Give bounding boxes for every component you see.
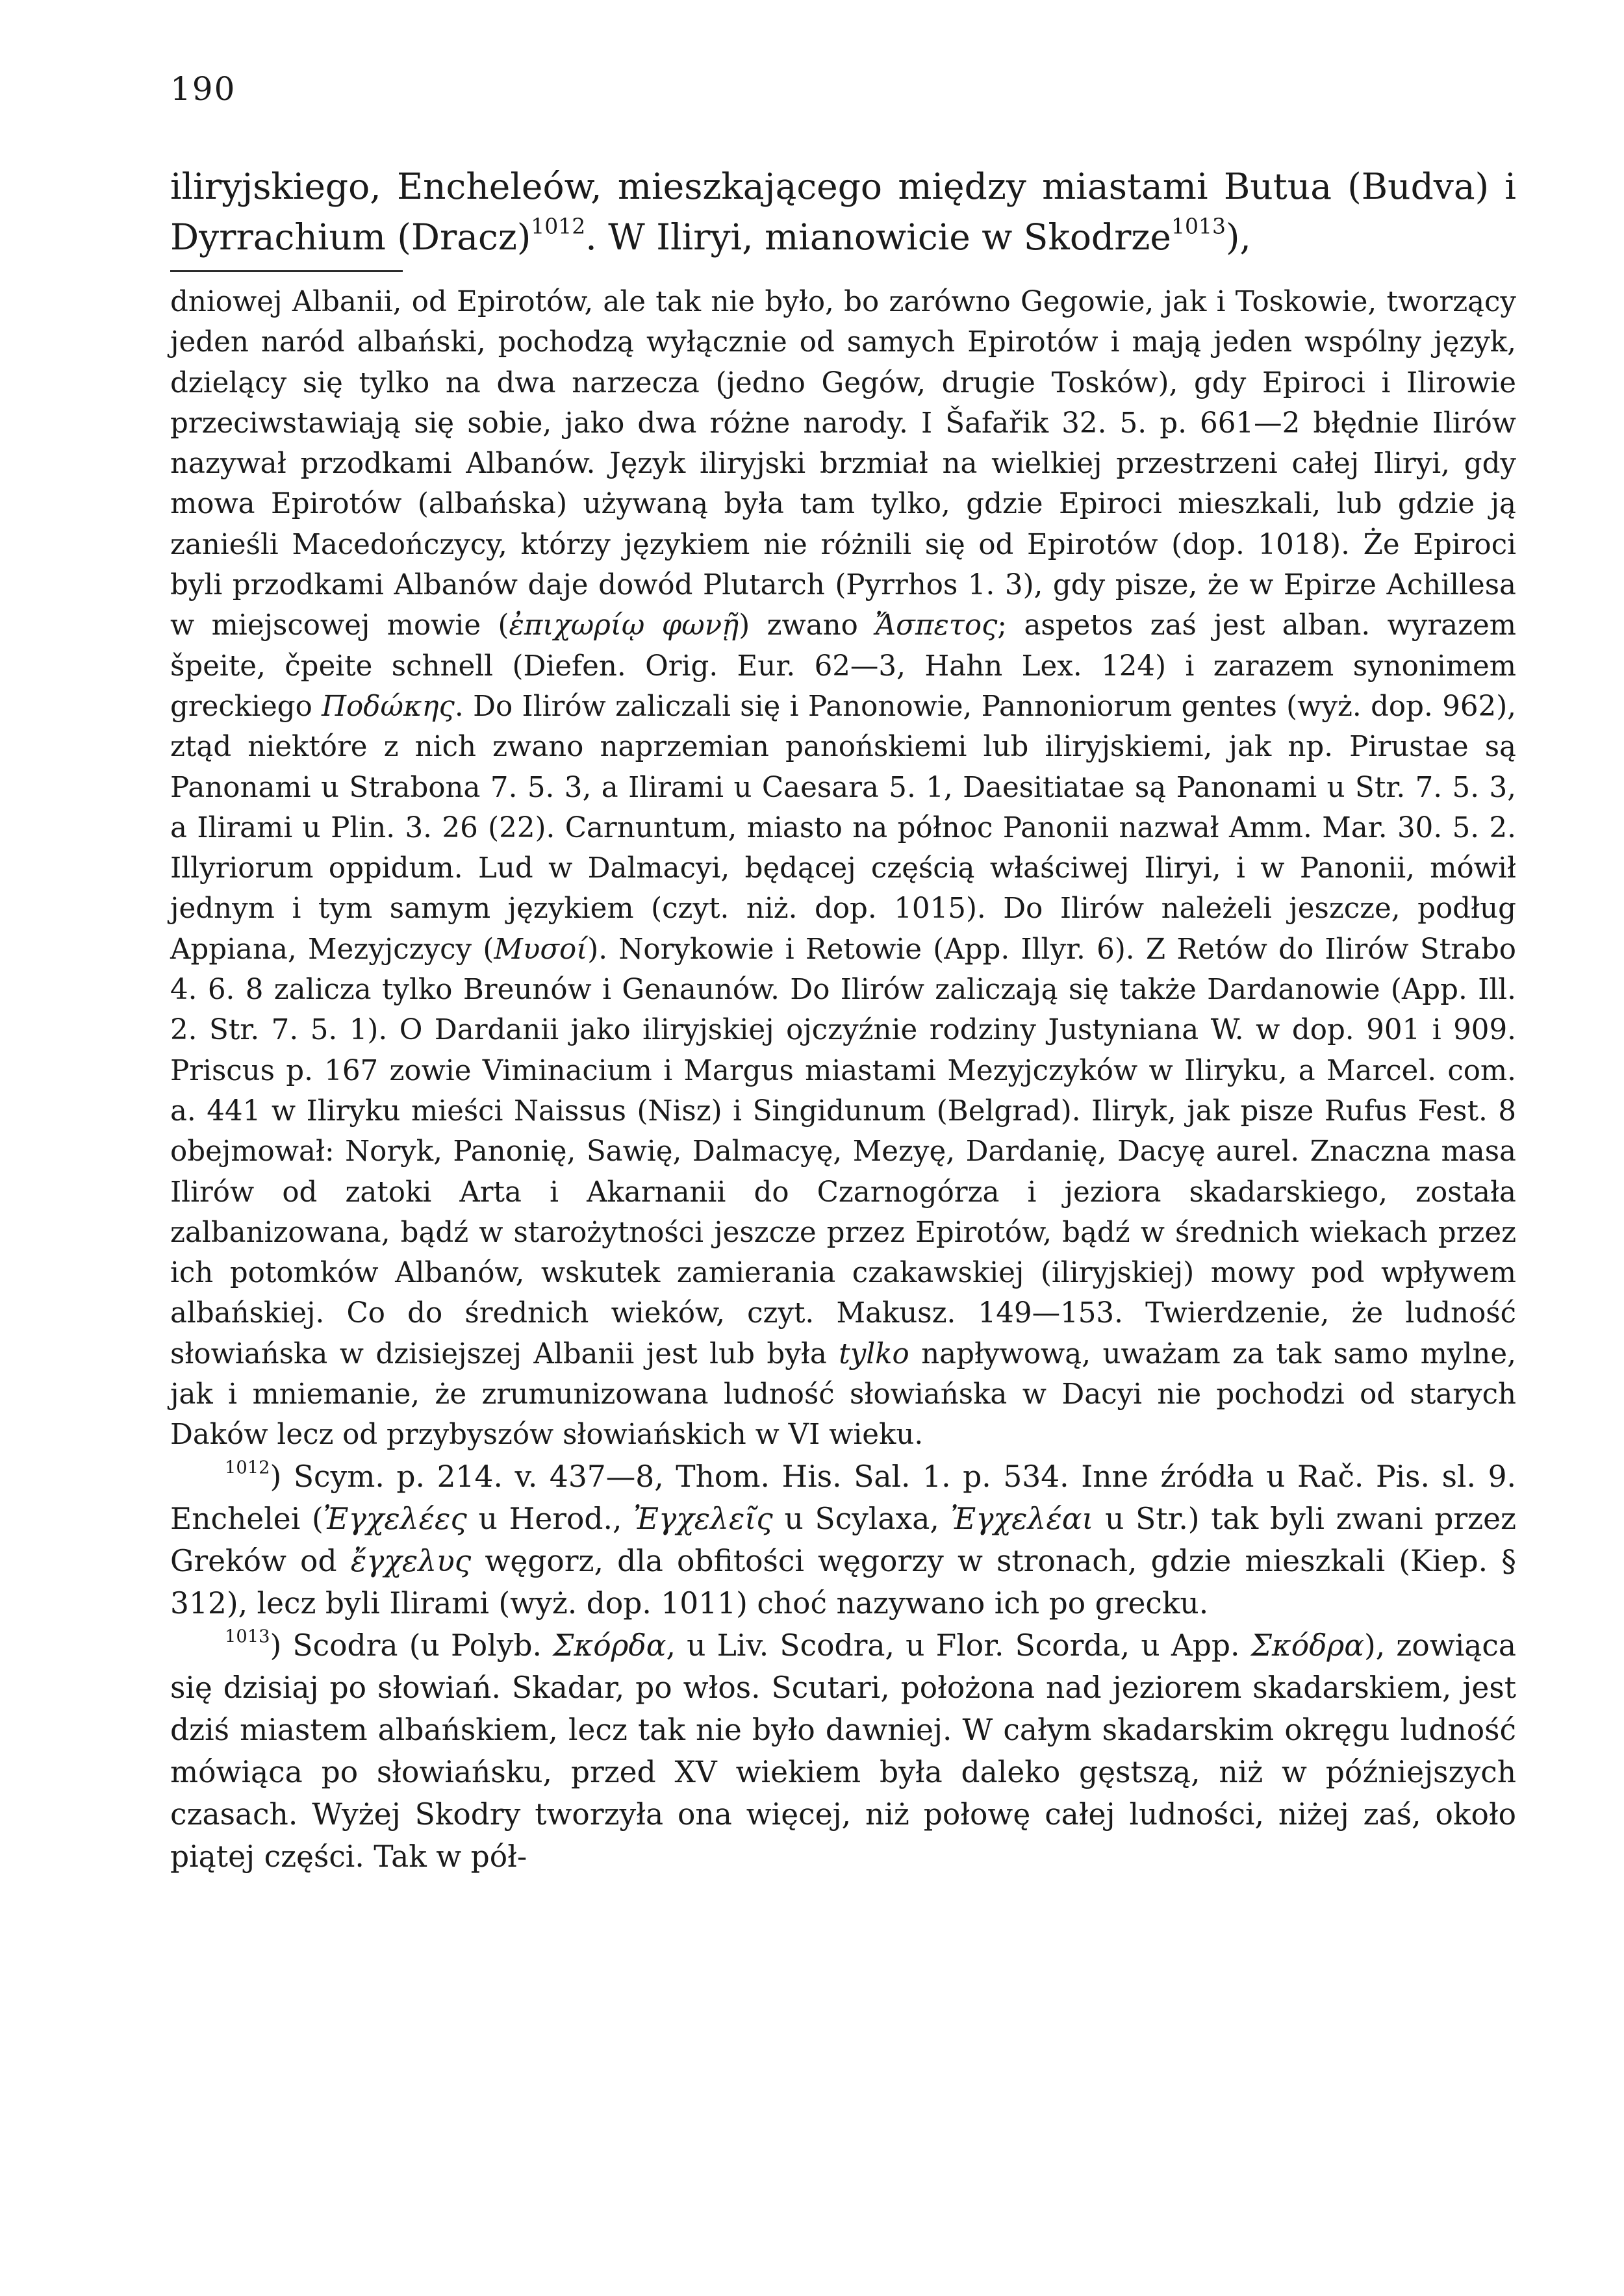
footnote-text: u Scylaxa, xyxy=(772,1501,951,1536)
footnote-text: . Do Ilirów zaliczali się i Panonowie, Pannoniorum gentes (wyż. dop. 962), ztąd niektóre z nich zwano naprzemian panońskiemi lub iliryjskiemi, jak np. Pirustae są Panonami u Strabona 7. 5. 3, a Ilirami u Caesara 5. 1, Daesitiatae są Panonami u Str. 7. 5. 3, a Ilirami u Plin. 3. 26 (22). Carnuntum, miasto na północ Panonii nazwał Amm. Mar. 30. 5. 2. Illyriorum oppidum. Lud w Dalmacyi, będącej częścią właściwej Iliryi, i w Panonii, mówił jednym i tym samym językiem (czyt. niż. dop. 1015). Do Ilirów należeli jeszcze, podług Appiana, Mezyjczycy ( xyxy=(170,690,1516,966)
main-text xyxy=(170,161,1516,262)
greek-word: Ἐγχελεῖς xyxy=(633,1501,773,1536)
main-text-part: iliryjskiego, Encheleów, mieszkającego między miastami Butua (Budva) i Dyrrachium (Dracz) xyxy=(170,166,1516,258)
footnote-text: , u Liv. Scodra, u Flor. Scorda, u App. xyxy=(666,1628,1251,1663)
footnote-text: ) Scym. p. 214. v. 437—8, Thom. His. Sal. 1. p. 534. Inne źródła u Rač. Pis. sl. 9. Enchelei ( xyxy=(170,1459,1516,1536)
footnote-text: ) zwano xyxy=(739,609,876,642)
footnote-separator-rule xyxy=(170,270,403,272)
footnote-text: ) Scodra (u Polyb. xyxy=(270,1628,553,1663)
footnote-text: napływową, uważam za tak samo mylne, jak i mniemanie, że zrumunizowana ludność słowiańska w Dacyi nie pochodzi od starych Daków lecz od przybyszów słowiańskich w VI wieku. xyxy=(170,1337,1516,1452)
main-text-part: . W Iliryi, mianowicie w Skodrze xyxy=(585,216,1171,258)
greek-phrase: ἐπιχωρίῳ φωνῇ xyxy=(509,609,739,642)
greek-word: Σκόδρα xyxy=(1250,1628,1364,1663)
footnotes xyxy=(170,282,1516,1878)
italic-word: tylko xyxy=(839,1337,909,1370)
main-text-part: ), xyxy=(1225,216,1251,258)
greek-word: Ἐγχελέαι xyxy=(950,1501,1094,1536)
footnote-text: u Str.) tak byli zwani przez Greków od xyxy=(170,1501,1516,1578)
footnote-1013 xyxy=(170,1624,1516,1878)
footnote-text: ; aspetos zaś jest alban. wyrazem špeite, čpeite schnell (Diefen. Orig. Eur. 62—3, Hahn Lex. 124) i zarazem synonimem greckiego xyxy=(170,609,1517,723)
footnote-text: dniowej Albanii, od Epirotów, ale tak nie było, bo zarówno Gegowie, jak i Toskowie, tworzący jeden naród albański, pochodzą wyłącznie od samych Epirotów i mają jeden wspólny język, dzielący się tylko na dwa narzecza (jedno Gegów, drugie Tosków), gdy Epiroci i Ilirowie przeciwstawiają się sobie, jako dwa różne narody. I Šafařik 32. 5. p. 661—2 błędnie Ilirów nazywał przodkami Albanów. Język iliryjski brzmiał na wielkiej przestrzeni całej Iliryi, gdy mowa Epirotów (albańska) używaną była tam tylko, gdzie Epiroci mieszkali, lub gdzie ją zanieśli Macedończycy, którzy językiem nie różnili się od Epirotów (dop. 1018). Że Epiroci byli przodkami Albanów daje dowód Plutarch (Pyrrhos 1. 3), gdy pisze, że w Epirze Achillesa w miejscowej mowie ( xyxy=(170,286,1516,642)
footnote-1012 xyxy=(170,1456,1516,1624)
greek-word: Σκόρδα xyxy=(553,1628,666,1663)
footnote-number: 1012 xyxy=(225,1457,270,1478)
footnote-text: ). Norykowie i Retowie (App. Illyr. 6). Z Retów do Ilirów Strabo 4. 6. 8 zalicza tylko Breunów i Genaunów. Do Ilirów zaliczają się także Dardanowie (App. Ill. 2. Str. 7. 5. 1). O Dardanii jako iliryjskiej ojczyźnie rodziny Justyniana W. w dop. 901 i 909. Priscus p. 167 zowie Viminacium i Margus miastami Mezyjczyków w Iliryku, a Marcel. com. a. 441 w Iliryku mieści Naissus (Nisz) i Singidunum (Belgrad). Iliryk, jak pisze Rufus Fest. 8 obejmował: Noryk, Panonię, Sawię, Dalmacyę, Mezyę, Dardanię, Dacyę aurel. Znaczna masa Ilirów od zatoki Arta i Akarnanii do Czarnogórza i jeziora skadarskiego, została zalbanizowana, bądź w starożytności jeszcze przez Epirotów, bądź w średnich wiekach przez ich potomków Albanów, wskutek zamierania czakawskiej (iliryjskiej) mowy pod wpływem albańskiej. Co do średnich wieków, czyt. Makusz. 149—153. Twierdzenie, że ludność słowiańska w dzisiejszej Albanii jest lub była xyxy=(170,933,1516,1370)
footnote-text: ), zowiąca się dzisiaj po słowiań. Skadar, po włos. Scutari, położona nad jeziorem skadarskiem, jest dziś miastem albańskiem, lecz tak nie było dawniej. W całym skadarskim okręgu ludność mówiąca po słowiańsku, przed XV wiekiem była daleko gęstszą, niż w późniejszych czasach. Wyżej Skodry tworzyła ona więcej, niż połowę całej ludności, niżej zaś, około piątej części. Tak w pół- xyxy=(170,1628,1516,1874)
greek-word: ἔγχελυς xyxy=(350,1543,472,1578)
footnote-ref-1012: 1012 xyxy=(531,213,586,239)
page-number: 190 xyxy=(170,70,236,108)
greek-word: Ἐγχελέες xyxy=(323,1501,467,1536)
footnote-text: węgorz, dla obfitości węgorzy w stronach, gdzie mieszkali (Kiep. § 312), lecz byli Ilirami (wyż. dop. 1011) choć nazywano ich po grecku. xyxy=(170,1543,1516,1621)
greek-word: Ποδώκης xyxy=(322,690,455,723)
footnote-text: u Herod., xyxy=(466,1501,634,1536)
footnote-continuation xyxy=(170,282,1516,1456)
footnote-ref-1013: 1013 xyxy=(1171,213,1226,239)
footnote-number: 1013 xyxy=(225,1626,270,1647)
greek-word: Ἄσπετος xyxy=(875,609,998,642)
greek-word: Μυσοί xyxy=(494,933,588,966)
